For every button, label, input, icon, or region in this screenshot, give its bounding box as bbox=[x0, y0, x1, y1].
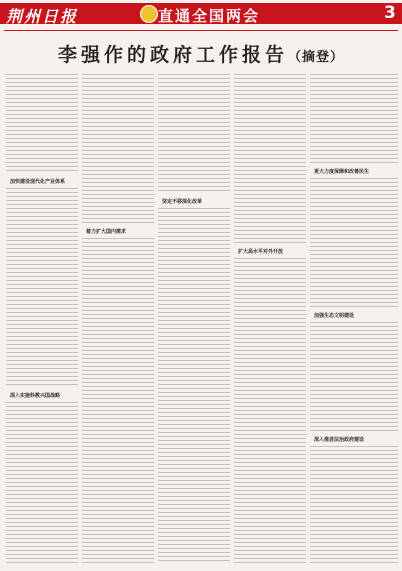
subhead: 深入实施科教兴国战略 bbox=[10, 393, 61, 399]
page-number: 3 bbox=[384, 3, 396, 23]
body-text-block bbox=[310, 446, 398, 564]
body-text-block bbox=[158, 208, 230, 564]
body-text-block bbox=[82, 238, 154, 564]
masthead-rule bbox=[4, 30, 398, 31]
headline-title: 李强作的政府工作报告 bbox=[57, 44, 288, 66]
body-text-block bbox=[310, 178, 398, 308]
subhead: 加强生态文明建设 bbox=[314, 313, 355, 319]
body-text-block bbox=[310, 322, 398, 432]
subhead: 深入推进法治政府建设 bbox=[314, 437, 365, 443]
body-text-block bbox=[6, 402, 78, 564]
column-1 bbox=[6, 74, 78, 564]
column-5 bbox=[310, 74, 398, 564]
body-text-block bbox=[158, 74, 230, 194]
body-text-block bbox=[6, 74, 78, 174]
body-text-block bbox=[234, 74, 306, 244]
headline-subtitle: （摘登） bbox=[288, 50, 345, 65]
column-4 bbox=[234, 74, 306, 564]
column-3 bbox=[158, 74, 230, 564]
headline bbox=[0, 40, 402, 67]
subhead: 加快建设现代化产业体系 bbox=[10, 179, 66, 185]
subhead: 坚定不移深化改革 bbox=[162, 199, 203, 205]
masthead bbox=[0, 0, 402, 40]
body-text-block bbox=[6, 188, 78, 388]
subhead: 着力扩大国内需求 bbox=[86, 229, 127, 235]
body-text-block bbox=[310, 74, 398, 164]
body-text-block bbox=[234, 258, 306, 564]
column-2 bbox=[82, 74, 154, 564]
newspaper-logo: 荆州日报 bbox=[6, 7, 79, 26]
body-text-block bbox=[82, 74, 154, 224]
subhead: 更大力度保障和改善民生 bbox=[314, 169, 370, 175]
subhead: 扩大高水平对外开放 bbox=[238, 249, 284, 255]
national-emblem-icon bbox=[140, 5, 158, 23]
section-title: 直通全国两会 bbox=[158, 7, 261, 25]
